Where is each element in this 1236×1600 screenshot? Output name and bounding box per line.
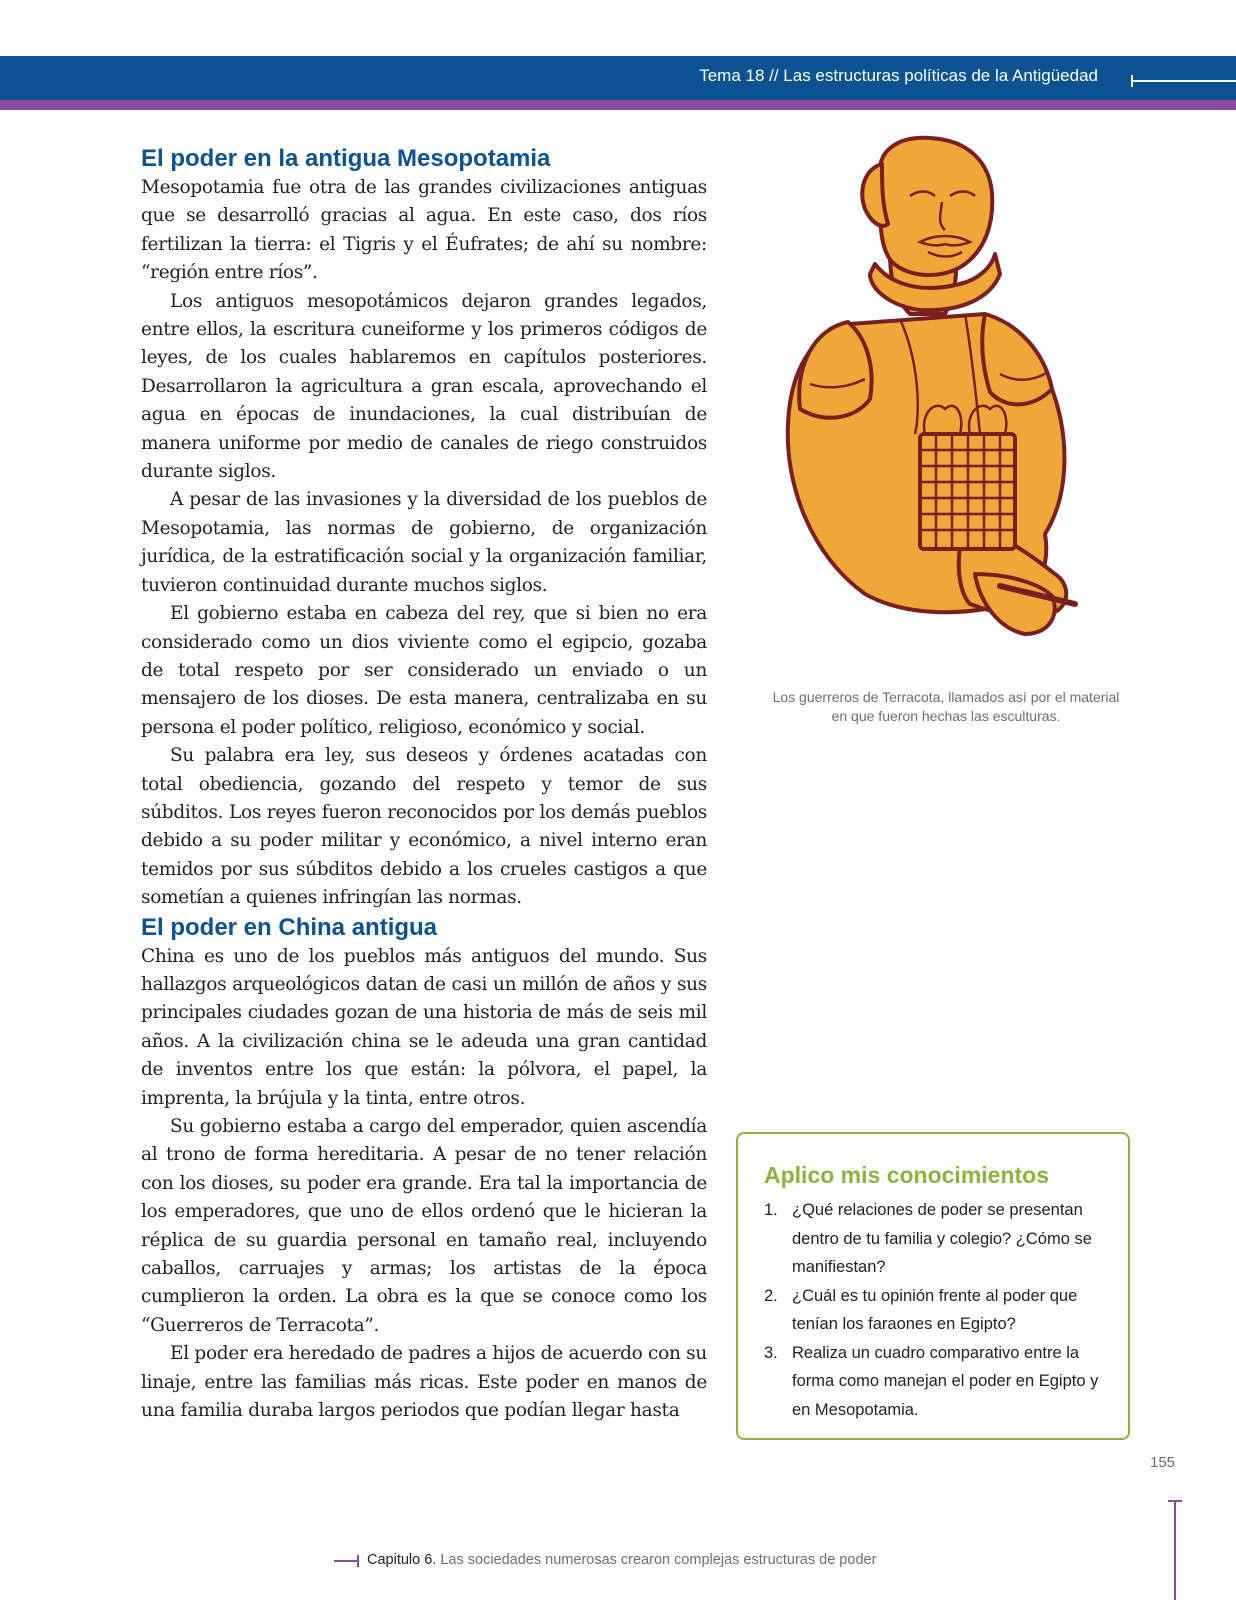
item-text: Realiza un cuadro comparativo entre la forma como manejan el poder en Egipto y en Mesopotamia. xyxy=(792,1343,1099,1419)
paragraph: Mesopotamia fue otra de las grandes civilizaciones antiguas que se desarrolló gracias al agua. En este caso, dos ríos fertilizan la tierra: el Tigris y el Éufrates; de ahí su nombre: “región entre ríos”. xyxy=(141,177,707,284)
paragraph: Los antiguos mesopotámicos dejaron grandes legados, entre ellos, la escritura cuneiforme y los primeros códigos de leyes, de los cuales hablaremos en capítulos posteriores. Desarrollaron la agricultura a gran escala, aprovechando el agua en épocas de inundaciones, la cual distribuían de manera uniforme por medio de canales de riego construidos durante siglos. xyxy=(141,290,707,483)
footer-tick xyxy=(357,1555,359,1567)
activity-box xyxy=(736,1132,1130,1440)
terracotta-warrior-illustration xyxy=(770,134,1110,654)
footer-line xyxy=(334,1560,358,1562)
activity-item xyxy=(764,1282,1114,1339)
page-rule xyxy=(1174,1500,1176,1600)
activity-title: Aplico mis conocimientos xyxy=(764,1162,1049,1188)
footer-chapter-label: Capitulo 6. xyxy=(367,1552,437,1568)
paragraph: Su palabra era ley, sus deseos y órdenes acatadas con total obediencia, gozando del respeto y temor de sus súbditos. Los reyes fueron reconocidos por los demás pueblos debido a su poder militar y económico, a nivel interno eran temidos por sus súbditos debido a los crueles castigos a que sometían a quienes infringían las normas. xyxy=(141,745,707,909)
page-number: 155 xyxy=(1150,1454,1176,1471)
paragraph: El poder era heredado de padres a hijos de acuerdo con su linaje, entre las familias más ricas. Este poder en manos de una familia duraba largos periodos que podían llegar hasta xyxy=(141,1343,707,1422)
main-text-column xyxy=(141,144,707,1425)
section-heading-mesopotamia: El poder en la antigua Mesopotamia xyxy=(141,145,551,172)
header-stripe xyxy=(0,100,1236,110)
activity-list xyxy=(764,1196,1114,1424)
item-text: ¿Qué relaciones de poder se presentan dentro de tu familia y colegio? ¿Cómo se manifiestan? xyxy=(792,1201,1092,1276)
activity-item xyxy=(764,1196,1114,1282)
paragraph: El gobierno estaba en cabeza del rey, que si bien no era considerado como un dios viviente como el egipcio, gozaba de total respeto por ser considerado un enviado o un mensajero de los dioses. De esta manera, centralizaba en su persona el poder político, religioso, económico y social. xyxy=(141,603,707,738)
item-number: 2. xyxy=(764,1286,778,1305)
figure-caption: Los guerreros de Terracota, llamados así por el material en que fueron hechas las esculturas. xyxy=(772,689,1120,724)
section-heading-china: El poder en China antigua xyxy=(141,913,438,941)
footer-chapter-name: Las sociedades numerosas crearon complejas estructuras de poder xyxy=(436,1552,877,1568)
item-number: 1. xyxy=(764,1201,778,1219)
item-number: 3. xyxy=(764,1343,778,1362)
activity-item xyxy=(764,1339,1114,1425)
footer-chapter-title xyxy=(367,1552,876,1568)
paragraph: A pesar de las invasiones y la diversidad de los pueblos de Mesopotamia, las normas de gobierno, de organización jurídica, de la estratificación social y la organización familiar, tuvieron continuidad durante muchos siglos. xyxy=(141,489,707,596)
running-header-title: Tema 18 // Las estructuras políticas de la Antigüedad xyxy=(699,66,1098,85)
header-line xyxy=(1132,80,1236,82)
paragraph: Su gobierno estaba a cargo del emperador, quien ascendía al trono de forma hereditaria. A pesar de no tener relación con los dioses, su poder era grande. Era tal la importancia de los emperadores, que uno de ellos ordenó que le hicieran la réplica de su guardia personal en tamaño real, incluyendo caballos, carruajes y armas; los artistas de la época cumplieron la orden. La obra es la que se conoce como los “Guerreros de Terracota”. xyxy=(141,1116,707,1336)
item-text: ¿Cuál es tu opinión frente al poder que tenían los faraones en Egipto? xyxy=(792,1286,1078,1333)
paragraph: China es uno de los pueblos más antiguos del mundo. Sus hallazgos arqueológicos datan de casi un millón de años y sus principales ciudades gozan de una historia de más de seis mil años. A la civilización china se le adeuda una gran cantidad de inventos entre los que están: la pólvora, el papel, la imprenta, la brújula y la tinta, entre otros. xyxy=(141,945,707,1109)
